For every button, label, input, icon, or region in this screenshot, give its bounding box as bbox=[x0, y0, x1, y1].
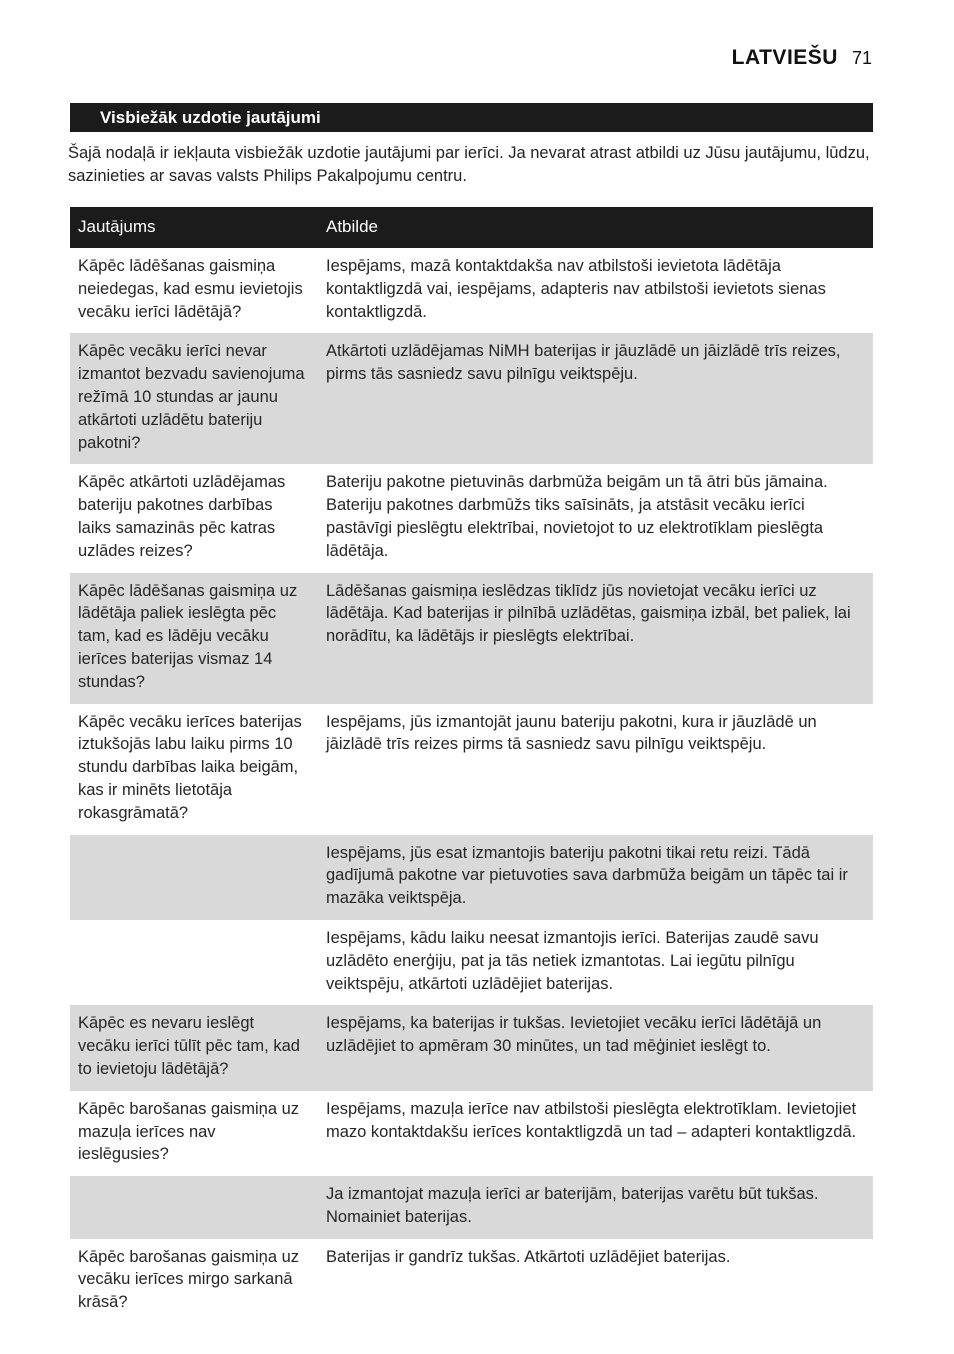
answer-cell: Bateriju pakotne pietuvinās darbmūža beigām un tā ātri būs jāmaina. Bateriju pakotnes darbmūžs tiks saīsināts, ja atstāsit vecāku ierīci pastāvīgi pieslēgtu elektrībai, novietojot to uz elektrotīklam pieslēgta lādētāja. bbox=[326, 473, 828, 560]
table-row bbox=[70, 920, 873, 1005]
section-title: Visbiežāk uzdotie jautājumi bbox=[70, 103, 873, 132]
question-cell bbox=[70, 1176, 318, 1239]
question-cell: Kāpēc atkārtoti uzlādējamas bateriju pakotnes darbības laiks samazinās pēc katras uzlādes reizes? bbox=[78, 473, 286, 560]
question-cell: Kāpēc lādēšanas gaismiņa uz lādētāja paliek ieslēgta pēc tam, kad es lādēju vecāku ierīces baterijas vismaz 14 stundas? bbox=[70, 573, 318, 704]
question-cell: Kāpēc barošanas gaismiņa uz mazuļa ierīces nav ieslēgusies? bbox=[78, 1099, 300, 1164]
table-row bbox=[70, 1005, 873, 1090]
table-row bbox=[70, 1239, 873, 1324]
answer-cell: Atkārtoti uzlādējamas NiMH baterijas ir jāuzlādē un jāizlādē trīs reizes, pirms tās sasniedz savu pilnīgu veiktspēju. bbox=[318, 333, 873, 464]
answer-cell: Iespējams, mazā kontaktdakša nav atbilstoši ievietota lādētāja kontaktligzdā vai, iespējams, adapteris nav atbilstoši ievietots sienas kontaktligzdā. bbox=[326, 257, 826, 321]
table-row bbox=[70, 835, 873, 920]
column-header-answer: Atbilde bbox=[318, 207, 873, 248]
answer-cell: Iespējams, ka baterijas ir tukšas. Ievietojiet vecāku ierīci lādētājā un uzlādējiet to apmēram 30 minūtes, un tad mēģiniet ieslēgt to. bbox=[318, 1005, 873, 1090]
table-header-row bbox=[70, 207, 873, 248]
page-number: 71 bbox=[851, 48, 872, 68]
question-cell bbox=[70, 920, 318, 1005]
language-label: LATVIEŠU bbox=[731, 46, 838, 69]
answer-cell: Lādēšanas gaismiņa ieslēdzas tiklīdz jūs novietojat vecāku ierīci uz lādētāja. Kad baterijas ir pilnībā uzlādētas, gaismiņa izbāl, bet paliek, lai norādītu, ka lādētājs ir pieslēgts elektrībai. bbox=[318, 573, 873, 704]
column-header-question: Jautājums bbox=[70, 207, 318, 248]
question-cell: Kāpēc vecāku ierīces baterijas iztukšojās labu laiku pirms 10 stundu darbības laika beigām, kas ir minēts lietotāja rokasgrāmatā? bbox=[78, 712, 302, 822]
table-row bbox=[70, 248, 873, 333]
question-cell: Kāpēc vecāku ierīci nevar izmantot bezvadu savienojuma režīmā 10 stundas ar jaunu atkārtoti uzlādētu bateriju pakotni? bbox=[70, 333, 318, 464]
faq-table bbox=[70, 207, 873, 1324]
table-row bbox=[70, 1091, 873, 1176]
table-row bbox=[70, 1176, 873, 1239]
intro-paragraph: Šajā nodaļā ir iekļauta visbiežāk uzdotie jautājumi par ierīci. Ja nevarat atrast atbildi uz Jūsu jautājumu, lūdzu, sazinieties ar savas valsts Philips Pakalpojumu centru. bbox=[68, 144, 870, 185]
question-cell: Kāpēc lādēšanas gaismiņa neiedegas, kad esmu ievietojis vecāku ierīci lādētājā? bbox=[78, 257, 303, 321]
question-cell: Kāpēc barošanas gaismiņa uz vecāku ierīces mirgo sarkanā krāsā? bbox=[78, 1247, 300, 1312]
answer-cell: Iespējams, kādu laiku neesat izmantojis ierīci. Baterijas zaudē savu uzlādēto enerģiju, pat ja tās netiek izmantotas. Lai iegūtu pilnīgu veiktspēju, atkārtoti uzlādējiet baterijas. bbox=[326, 928, 819, 993]
answer-cell: Ja izmantojat mazuļa ierīci ar baterijām, baterijas varētu būt tukšas. Nomainiet baterijas. bbox=[318, 1176, 873, 1239]
question-cell bbox=[70, 835, 318, 920]
answer-cell: Iespējams, mazuļa ierīce nav atbilstoši pieslēgta elektrotīklam. Ievietojiet mazo kontaktdakšu ierīces kontaktligzdā un tad – adapteri kontaktligzdā. bbox=[326, 1099, 857, 1141]
answer-cell: Iespējams, jūs esat izmantojis bateriju pakotni tikai retu reizi. Tādā gadījumā pakotne var pietuvoties sava darbmūža beigām un tāpēc tai ir mazāka veiktspēja. bbox=[318, 835, 873, 920]
table-row bbox=[70, 464, 873, 572]
table-row bbox=[70, 704, 873, 835]
answer-cell: Baterijas ir gandrīz tukšas. Atkārtoti uzlādējiet baterijas. bbox=[326, 1247, 731, 1266]
table-row bbox=[70, 573, 873, 704]
page-header bbox=[732, 46, 872, 70]
table-row bbox=[70, 333, 873, 464]
answer-cell: Iespējams, jūs izmantojāt jaunu bateriju pakotni, kura ir jāuzlādē un jāizlādē trīs reizes pirms tā sasniedz savu pilnīgu veiktspēju. bbox=[326, 712, 817, 754]
question-cell: Kāpēc es nevaru ieslēgt vecāku ierīci tūlīt pēc tam, kad to ievietoju lādētājā? bbox=[70, 1005, 318, 1090]
